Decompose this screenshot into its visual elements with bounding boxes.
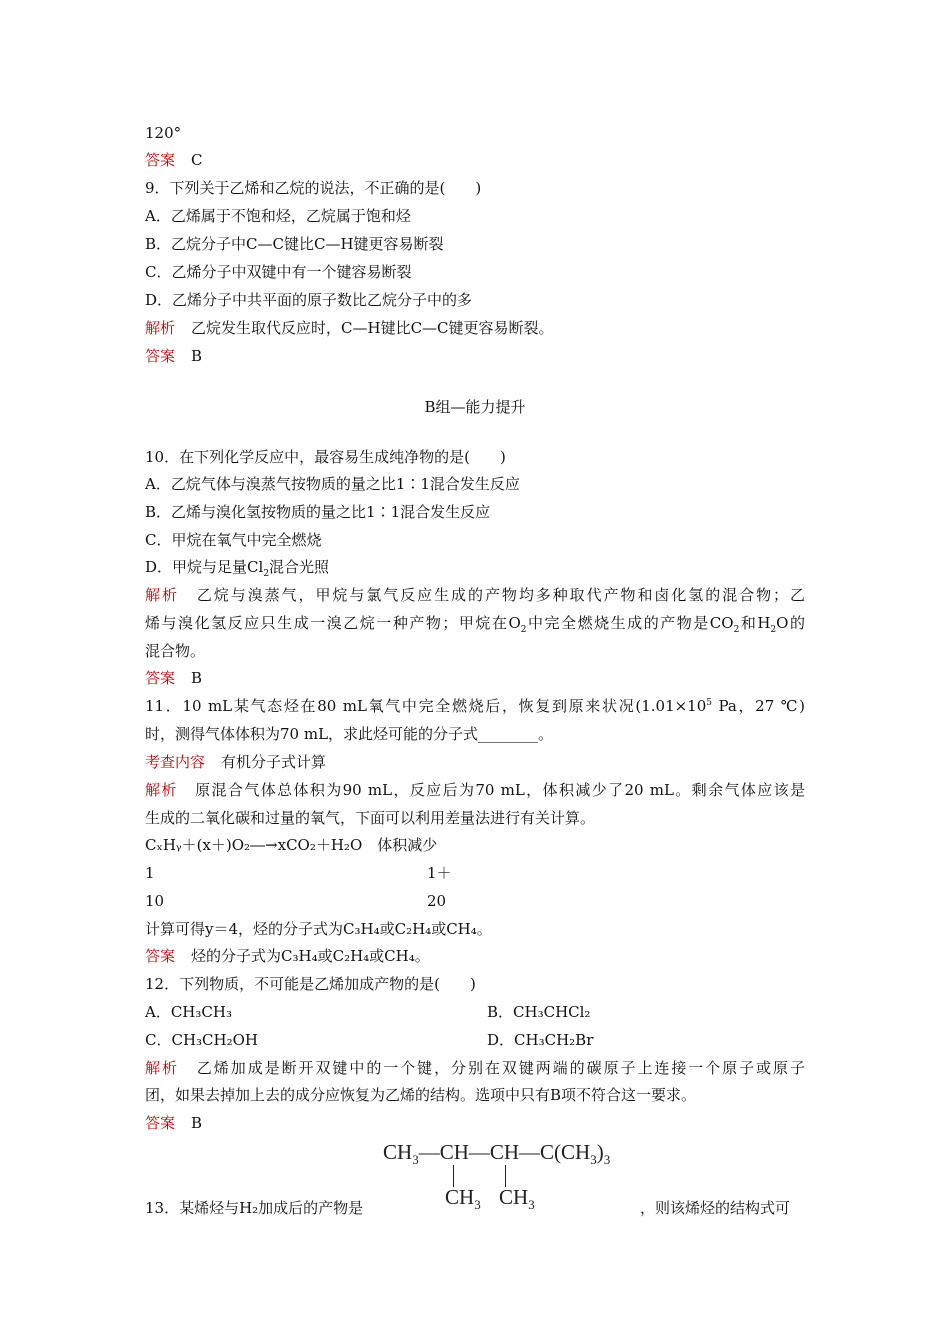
q9-analysis [145, 318, 554, 338]
q12-answer [145, 1113, 202, 1133]
q10-stem: 10．在下列化学反应中，最容易生成纯净物的是( ) [145, 448, 506, 466]
q12-stem: 12．下列物质，不可能是乙烯加成产物的是( ) [145, 975, 476, 993]
q9-option-d: D．乙烯分子中共平面的原子数比乙烷分子中的多 [145, 291, 473, 309]
q9-answer [145, 346, 202, 366]
bond-line-2 [505, 1165, 506, 1187]
analysis-label: 解析 [145, 781, 178, 799]
q10-analysis-line-2: 烯与溴化氢反应只生成一溴乙烷一种产物；甲烷在$O_2$中完全燃烧生成的产物是$CO_2$和$H_2O$的 [145, 614, 805, 635]
q8-answer [145, 150, 203, 170]
prev-answer-tail: 120° [145, 124, 182, 142]
answer-value: 烃的分子式为C₃H₄或C₂H₄或CH₄。 [191, 947, 430, 965]
q12-analysis-line-2: 团，如果去掉加上去的成分应恢复为乙烯的结构。选项中只有B项不符合这一要求。 [145, 1086, 697, 1104]
q12-analysis-line-1: 解析 乙烯加成是断开双键中的一个键，分别在双键两端的碳原子上连接一个原子或原子 [145, 1059, 805, 1077]
q11-result: 计算可得y＝4，烃的分子式为C₃H₄或C₂H₄或CH₄。 [145, 920, 492, 938]
section-title: B组—能力提升 [424, 398, 526, 416]
answer-value: B [191, 347, 203, 365]
formula-branch-2: $CH_3$ [499, 1185, 535, 1212]
answer-label: 答案 [145, 151, 176, 169]
answer-label: 答案 [145, 947, 176, 965]
answer-label: 答案 [145, 1114, 176, 1132]
q11-stem-line-1: 11．10 mL某气态烃在80 mL氧气中完全燃烧后，恢复到原来状况($1.01\times 10^5$ Pa，27 ℃) [145, 697, 806, 715]
q11-analysis-line-1: 解析 原混合气体总体积为90 mL，反应后为70 mL，体积减少了20 mL。剩余气体应该是 [145, 781, 805, 799]
q12-option-c: C．CH₃CH₂OH [145, 1031, 258, 1049]
answer-value: C [191, 151, 203, 169]
q11-topic: 考查内容 有机分子式计算 [145, 753, 327, 771]
answer-value: B [191, 1114, 203, 1132]
bond-line-1 [453, 1165, 454, 1187]
q10-option-a: A．乙烷气体与溴蒸气按物质的量之比1∶1混合发生反应 [145, 475, 520, 493]
formula-main-chain: $CH_3—CH—CH—C(CH_3)_3$ [383, 1140, 611, 1167]
q10-option-d: D．甲烷与足量$Cl_2$混合光照 [145, 558, 330, 579]
q12-option-b: B．CH₃CHCl₂ [487, 1003, 591, 1021]
analysis-label: 解析 [145, 319, 176, 337]
topic-label: 考查内容 [145, 753, 206, 771]
q9-stem: 9．下列关于乙烯和乙烷的说法，不正确的是( ) [145, 179, 482, 197]
q13-stem-right: ，则该烯烃的结构式可 [640, 1199, 791, 1217]
answer-value: B [191, 669, 203, 687]
q11-ratio-row-1-left: 1 [145, 864, 155, 882]
q11-analysis-line-2: 生成的二氧化碳和过量的氧气，下面可以利用差量法进行有关计算。 [145, 809, 596, 827]
q10-option-b: B．乙烯与溴化氢按物质的量之比1∶1混合发生反应 [145, 503, 491, 521]
q10-analysis-line-1: 解析 乙烷与溴蒸气，甲烷与氯气反应生成的产物均多种取代产物和卤化氢的混合物；乙 [145, 586, 805, 604]
analysis-label: 解析 [145, 586, 179, 604]
answer-label: 答案 [145, 669, 176, 687]
q11-answer [145, 946, 430, 966]
q12-option-a: A．CH₃CH₃ [145, 1003, 232, 1021]
q9-option-a: A．乙烯属于不饱和烃，乙烷属于饱和烃 [145, 207, 411, 225]
structural-formula [383, 1138, 643, 1218]
q9-option-b: B．乙烷分子中C—C键比C—H键更容易断裂 [145, 235, 444, 253]
q10-analysis-line-3: 混合物。 [145, 642, 206, 660]
q11-ratio-row-2-left: 10 [145, 892, 165, 910]
q10-answer [145, 668, 202, 688]
analysis-label: 解析 [145, 1059, 179, 1077]
q11-stem-line-2: 时，测得气体体积为70 mL，求此烃可能的分子式________。 [145, 725, 554, 743]
formula-branch-1: $CH_3$ [445, 1185, 481, 1212]
q11-equation: CₓHᵧ＋(x＋)O₂―→xCO₂＋H₂O 体积减少 [145, 836, 438, 854]
q13-stem-left: 13．某烯烃与H₂加成后的产物是 [145, 1199, 364, 1217]
analysis-text: 乙烷发生取代反应时，C—H键比C—C键更容易断裂。 [191, 319, 554, 337]
q9-option-c: C．乙烯分子中双键中有一个键容易断裂 [145, 263, 412, 281]
q11-ratio-row-2-right: 20 [427, 892, 447, 910]
q12-option-d: D．CH₃CH₂Br [487, 1031, 594, 1049]
q10-option-c: C．甲烷在氧气中完全燃烧 [145, 531, 322, 549]
answer-label: 答案 [145, 347, 176, 365]
q11-ratio-row-1-right: 1＋ [427, 864, 452, 882]
